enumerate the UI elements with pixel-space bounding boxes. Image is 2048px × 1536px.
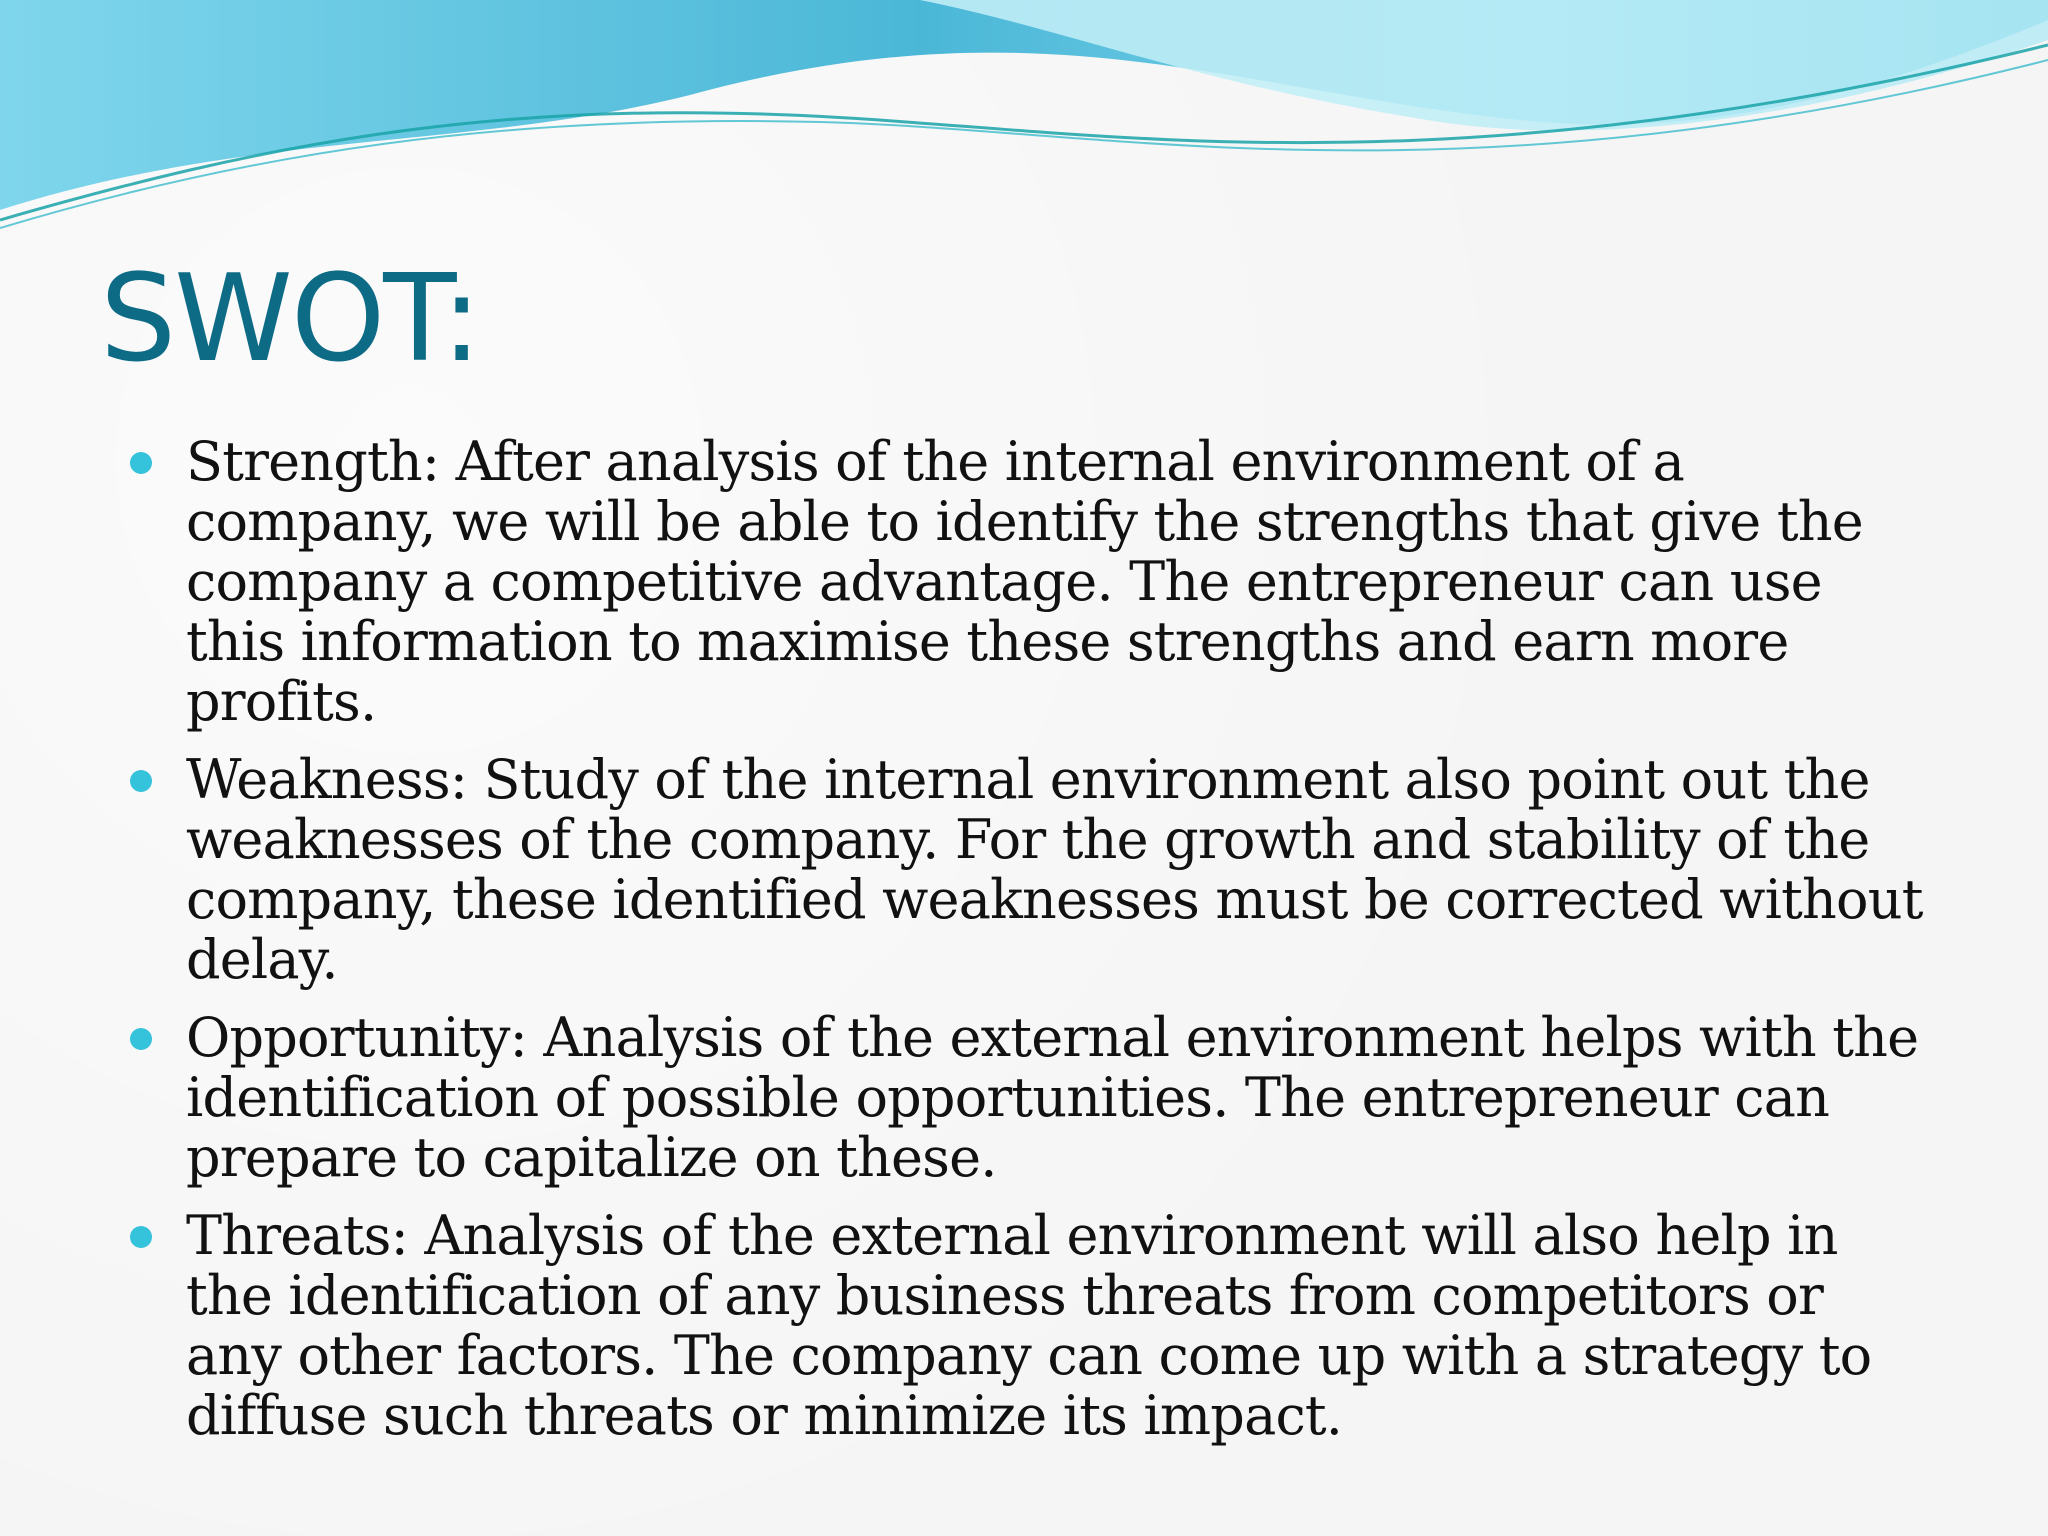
- bullet-dot-icon: [130, 1226, 152, 1248]
- bullet-opportunity: [128, 1008, 1928, 1188]
- bullet-weakness-text: Weakness: Study of the internal environment also point out the weaknesses of the company. For the growth and stability of the company, these identified weaknesses must be corrected without delay.: [186, 748, 1923, 991]
- bullet-dot-icon: [130, 1028, 152, 1050]
- header-wave-decoration: [0, 0, 2048, 240]
- bullet-dot-icon: [130, 770, 152, 792]
- bullet-strength-text: Strength: After analysis of the internal environment of a company, we will be able to identify the strengths that give the company a competitive advantage. The entrepreneur can use this information to maximise these strengths and earn more profits.: [186, 430, 1863, 733]
- bullet-opportunity-text: Opportunity: Analysis of the external environment helps with the identification of possible opportunities. The entrepreneur can prepare to capitalize on these.: [186, 1006, 1919, 1189]
- slide-title: SWOT:: [100, 250, 480, 389]
- swot-bullet-list: [128, 432, 1928, 1464]
- bullet-threats-text: Threats: Analysis of the external environment will also help in the identification of any business threats from competitors or any other factors. The company can come up with a strategy to diffuse such threats or minimize its impact.: [186, 1204, 1872, 1447]
- bullet-threats: [128, 1206, 1928, 1446]
- bullet-weakness: [128, 750, 1928, 990]
- bullet-dot-icon: [130, 452, 152, 474]
- bullet-strength: [128, 432, 1928, 732]
